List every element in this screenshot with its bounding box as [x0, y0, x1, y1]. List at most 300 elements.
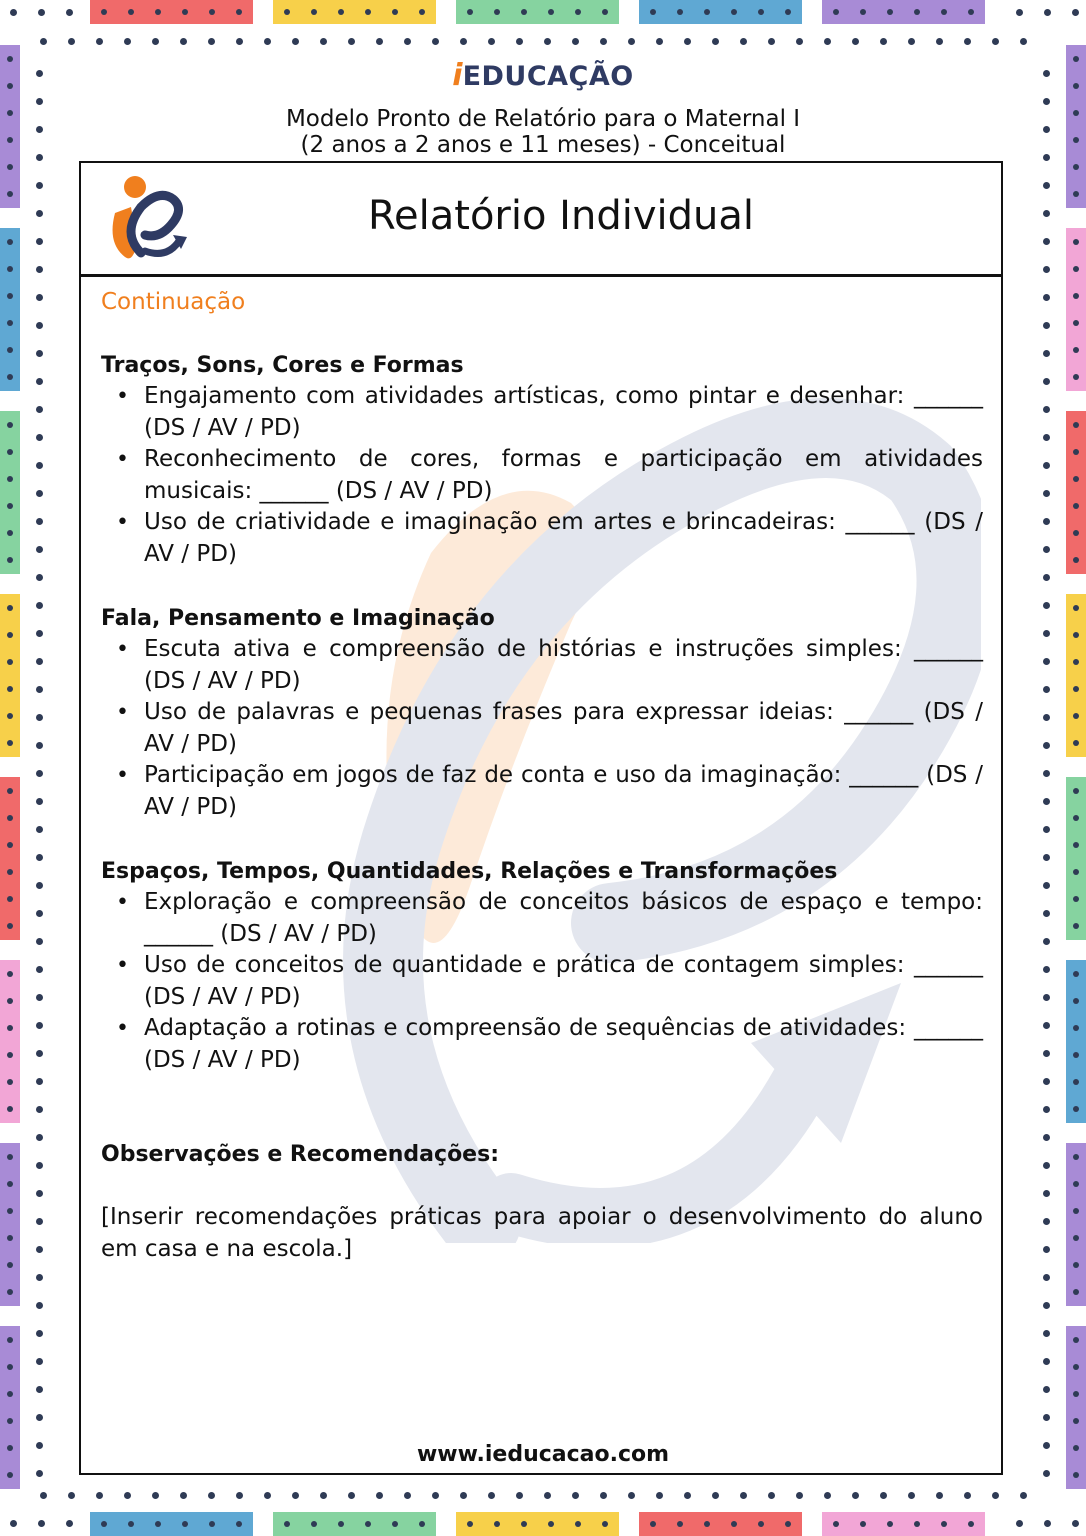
border-dot: [1043, 434, 1050, 441]
border-dot: [38, 9, 45, 16]
border-dot: [467, 1521, 473, 1527]
border-dot: [124, 1492, 131, 1499]
border-dot: [1043, 938, 1050, 945]
border-dot: [1043, 462, 1050, 469]
border-dot: [1073, 896, 1079, 902]
border-stripe: [0, 228, 20, 391]
border-dot: [1043, 1218, 1050, 1225]
border-dot: [7, 788, 13, 794]
border-stripe: [1066, 228, 1086, 391]
border-dot: [209, 9, 215, 15]
border-dot: [575, 9, 581, 15]
border-dot: [1043, 630, 1050, 637]
border-dot: [208, 38, 215, 45]
border-dot: [887, 9, 893, 15]
border-dot: [7, 1472, 13, 1478]
continuation-label: Continuação: [101, 289, 246, 315]
border-dot: [1043, 1022, 1050, 1029]
border-dot: [852, 1492, 859, 1499]
border-dot: [284, 1521, 290, 1527]
border-dot: [1043, 1134, 1050, 1141]
border-dot: [182, 1521, 188, 1527]
report-content: [101, 287, 983, 1265]
border-dot: [36, 798, 43, 805]
border-dot: [824, 38, 831, 45]
border-dot: [36, 882, 43, 889]
border-dot: [488, 1492, 495, 1499]
border-dot: [124, 38, 131, 45]
border-stripe: [1066, 411, 1086, 574]
border-dot: [1073, 1235, 1079, 1241]
border-dot: [796, 38, 803, 45]
border-dot: [968, 1521, 974, 1527]
border-dot: [712, 1492, 719, 1499]
border-dot: [1043, 742, 1050, 749]
border-dot: [36, 1470, 43, 1477]
border-dot: [968, 9, 974, 15]
border-dot: [155, 1521, 161, 1527]
border-dot: [311, 1521, 317, 1527]
border-dot: [1073, 815, 1079, 821]
border-dot: [941, 9, 947, 15]
border-dot: [68, 38, 75, 45]
border-dot: [1073, 503, 1079, 509]
document-title: [0, 106, 1086, 158]
border-dot: [155, 9, 161, 15]
border-dot: [338, 9, 344, 15]
border-dot: [1073, 632, 1079, 638]
border-dot: [1073, 293, 1079, 299]
border-dot: [7, 191, 13, 197]
border-dot: [936, 38, 943, 45]
border-dot: [36, 350, 43, 357]
border-dot: [7, 896, 13, 902]
border-dot: [1073, 191, 1079, 197]
border-stripe: [639, 0, 802, 24]
border-dot: [1043, 490, 1050, 497]
border-dot: [7, 842, 13, 848]
section-title: Fala, Pensamento e Imaginação: [101, 606, 495, 631]
item-list: [101, 887, 983, 1076]
border-dot: [7, 1052, 13, 1058]
border-dot: [7, 239, 13, 245]
border-dot: [1043, 1470, 1050, 1477]
border-stripe: [90, 0, 253, 24]
border-dot: [914, 9, 920, 15]
list-item: • Uso de criatividade e imaginação em artes e brincadeiras: ______ (DS / AV / PD): [101, 507, 983, 570]
border-dot: [860, 9, 866, 15]
report-header: [81, 163, 1001, 277]
border-dot: [1073, 347, 1079, 353]
border-dot: [1043, 602, 1050, 609]
border-dot: [1073, 557, 1079, 563]
border-dot: [494, 1521, 500, 1527]
border-stripe: [1066, 594, 1086, 757]
border-dot: [236, 1492, 243, 1499]
border-dot: [1073, 1472, 1079, 1478]
border-dot: [36, 1386, 43, 1393]
border-dot: [7, 422, 13, 428]
border-dot: [740, 38, 747, 45]
border-dot: [467, 9, 473, 15]
border-dot: [365, 1521, 371, 1527]
border-dot: [152, 38, 159, 45]
border-dot: [1073, 476, 1079, 482]
border-dot: [1073, 1391, 1079, 1397]
border-dot: [1043, 210, 1050, 217]
item-list: [101, 634, 983, 823]
border-dot: [1073, 686, 1079, 692]
border-dot: [1073, 239, 1079, 245]
border-dot: [36, 1106, 43, 1113]
border-dot: [1043, 182, 1050, 189]
section-fala: [101, 604, 983, 823]
border-dot: [1043, 406, 1050, 413]
list-item: • Reconhecimento de cores, formas e participação em atividades musicais: ______ (DS / AV / PD): [101, 444, 983, 507]
border-stripe: [822, 1512, 985, 1536]
border-dot: [96, 1492, 103, 1499]
border-dot: [964, 38, 971, 45]
border-dot: [36, 462, 43, 469]
border-dot: [1043, 1050, 1050, 1057]
border-dot: [404, 1492, 411, 1499]
border-dot: [650, 9, 656, 15]
border-dot: [704, 9, 710, 15]
border-dot: [7, 374, 13, 380]
border-dot: [548, 1521, 554, 1527]
border-dot: [1073, 1289, 1079, 1295]
border-dot: [1073, 320, 1079, 326]
border-dot: [1043, 378, 1050, 385]
border-dot: [1043, 1106, 1050, 1113]
border-dot: [10, 9, 17, 16]
border-dot: [796, 1492, 803, 1499]
border-stripe: [1066, 960, 1086, 1123]
border-dot: [36, 714, 43, 721]
border-dot: [36, 490, 43, 497]
list-item: • Exploração e compreensão de conceitos básicos de espaço e tempo: ______ (DS / AV / PD): [101, 887, 983, 950]
ie-logo-icon: [101, 173, 191, 268]
brand-logo: [0, 58, 1086, 93]
border-dot: [36, 994, 43, 1001]
border-stripe: [273, 1512, 436, 1536]
border-dot: [36, 434, 43, 441]
border-dot: [264, 1492, 271, 1499]
border-dot: [1043, 686, 1050, 693]
border-stripe: [456, 1512, 619, 1536]
border-dot: [600, 1492, 607, 1499]
report-frame: [79, 161, 1003, 1475]
border-dot: [40, 38, 47, 45]
border-dot: [7, 1208, 13, 1214]
section-tracos: [101, 351, 983, 570]
border-dot: [36, 658, 43, 665]
border-dot: [887, 1521, 893, 1527]
border-dot: [365, 9, 371, 15]
border-dot: [7, 1364, 13, 1370]
border-dot: [712, 38, 719, 45]
border-dot: [36, 854, 43, 861]
border-dot: [1020, 38, 1027, 45]
border-dot: [1016, 1520, 1023, 1527]
border-dot: [376, 38, 383, 45]
border-dot: [1043, 658, 1050, 665]
border-dot: [7, 476, 13, 482]
border-dot: [1072, 9, 1079, 16]
border-dot: [7, 923, 13, 929]
border-dot: [209, 1521, 215, 1527]
border-dot: [936, 1492, 943, 1499]
border-dot: [7, 320, 13, 326]
section-title: Espaços, Tempos, Quantidades, Relações e Transformações: [101, 859, 838, 884]
footer-url: www.ieducacao.com: [416, 1442, 670, 1467]
border-dot: [1043, 1190, 1050, 1197]
border-dot: [320, 1492, 327, 1499]
border-dot: [36, 1414, 43, 1421]
border-dot: [419, 9, 425, 15]
border-dot: [7, 1262, 13, 1268]
border-dot: [7, 293, 13, 299]
border-dot: [1073, 1181, 1079, 1187]
border-dot: [1043, 1274, 1050, 1281]
border-stripe: [0, 1143, 20, 1306]
border-dot: [36, 1190, 43, 1197]
border-dot: [544, 38, 551, 45]
border-dot: [36, 518, 43, 525]
border-dot: [1072, 1520, 1079, 1527]
border-dot: [7, 869, 13, 875]
border-dot: [516, 1492, 523, 1499]
border-dot: [1073, 869, 1079, 875]
border-dot: [731, 9, 737, 15]
border-dot: [7, 971, 13, 977]
border-dot: [36, 1162, 43, 1169]
border-dot: [1044, 9, 1051, 16]
border-dot: [10, 1520, 17, 1527]
border-dot: [7, 605, 13, 611]
border-dot: [404, 38, 411, 45]
border-dot: [1043, 518, 1050, 525]
border-dot: [740, 1492, 747, 1499]
brand-i-letter: i: [452, 58, 463, 93]
list-item: • Uso de conceitos de quantidade e prática de contagem simples: ______ (DS / AV / PD): [101, 950, 983, 1013]
border-dot: [7, 347, 13, 353]
border-dot: [1073, 971, 1079, 977]
border-dot: [704, 1521, 710, 1527]
border-dot: [1073, 530, 1079, 536]
border-dot: [1073, 374, 1079, 380]
brand-name: EDUCAÇÃO: [462, 61, 634, 92]
border-dot: [880, 38, 887, 45]
border-dot: [7, 449, 13, 455]
border-dot: [348, 38, 355, 45]
border-dot: [7, 1337, 13, 1343]
border-dot: [1073, 422, 1079, 428]
border-dot: [348, 1492, 355, 1499]
document-title-line1: Modelo Pronto de Relatório para o Maternal I: [285, 106, 801, 132]
border-dot: [180, 1492, 187, 1499]
border-dot: [1043, 714, 1050, 721]
border-dot: [460, 38, 467, 45]
border-dot: [311, 9, 317, 15]
border-dot: [36, 1274, 43, 1281]
border-dot: [1043, 1414, 1050, 1421]
border-dot: [1043, 546, 1050, 553]
list-item: • Engajamento com atividades artísticas, como pintar e desenhar: ______ (DS / AV / PD): [101, 381, 983, 444]
border-dot: [1043, 826, 1050, 833]
border-dot: [548, 9, 554, 15]
border-dot: [7, 740, 13, 746]
report-title: Relatório Individual: [368, 193, 754, 239]
border-dot: [36, 322, 43, 329]
border-dot: [544, 1492, 551, 1499]
border-stripe: [0, 777, 20, 940]
border-dot: [182, 9, 188, 15]
border-dot: [1043, 966, 1050, 973]
border-dot: [7, 713, 13, 719]
border-dot: [36, 378, 43, 385]
border-dot: [628, 1492, 635, 1499]
border-dot: [1073, 923, 1079, 929]
border-dot: [208, 1492, 215, 1499]
observations-title: Observações e Recomendações:: [101, 1142, 499, 1167]
border-dot: [36, 406, 43, 413]
border-dot: [432, 1492, 439, 1499]
list-item: • Adaptação a rotinas e compreensão de sequências de atividades: ______ (DS / AV / PD): [101, 1013, 983, 1076]
border-dot: [1044, 1520, 1051, 1527]
section-title: Traços, Sons, Cores e Formas: [101, 353, 464, 378]
border-dot: [1043, 1162, 1050, 1169]
border-dot: [36, 210, 43, 217]
border-dot: [1073, 1025, 1079, 1031]
border-dot: [656, 38, 663, 45]
border-dot: [785, 1521, 791, 1527]
border-dot: [36, 1022, 43, 1029]
document-title-line2: (2 anos a 2 anos e 11 meses) - Conceitual: [300, 132, 786, 158]
border-dot: [7, 1079, 13, 1085]
border-dot: [1073, 1106, 1079, 1112]
list-item: • Participação em jogos de faz de conta e uso da imaginação: ______ (DS / AV / PD): [101, 760, 983, 823]
border-dot: [36, 602, 43, 609]
border-dot: [236, 38, 243, 45]
border-dot: [1043, 854, 1050, 861]
border-dot: [101, 9, 107, 15]
border-dot: [36, 742, 43, 749]
border-dot: [1043, 1302, 1050, 1309]
border-dot: [992, 38, 999, 45]
border-dot: [36, 1302, 43, 1309]
border-dot: [1043, 882, 1050, 889]
border-dot: [1073, 1262, 1079, 1268]
observations-text: [Inserir recomendações práticas para apoiar o desenvolvimento do aluno em casa e na escola.]: [101, 1204, 983, 1262]
border-dot: [7, 530, 13, 536]
border-dot: [628, 38, 635, 45]
border-dot: [392, 9, 398, 15]
border-dot: [521, 1521, 527, 1527]
border-dot: [602, 1521, 608, 1527]
border-dot: [36, 1246, 43, 1253]
border-dot: [992, 1492, 999, 1499]
border-dot: [284, 9, 290, 15]
border-dot: [36, 910, 43, 917]
border-stripe: [273, 0, 436, 24]
border-dot: [1073, 266, 1079, 272]
border-dot: [1073, 1364, 1079, 1370]
border-dot: [66, 1520, 73, 1527]
border-dot: [1043, 322, 1050, 329]
border-dot: [36, 266, 43, 273]
border-dot: [833, 9, 839, 15]
border-dot: [1073, 1208, 1079, 1214]
border-dot: [1043, 574, 1050, 581]
border-dot: [36, 770, 43, 777]
border-dot: [7, 557, 13, 563]
border-stripe: [1066, 777, 1086, 940]
border-dot: [7, 1289, 13, 1295]
border-dot: [758, 1521, 764, 1527]
border-dot: [941, 1521, 947, 1527]
border-dot: [36, 182, 43, 189]
border-dot: [460, 1492, 467, 1499]
border-dot: [516, 38, 523, 45]
border-dot: [768, 38, 775, 45]
border-dot: [1073, 1079, 1079, 1085]
border-dot: [908, 38, 915, 45]
border-dot: [824, 1492, 831, 1499]
border-dot: [180, 38, 187, 45]
border-dot: [36, 294, 43, 301]
border-dot: [1073, 1052, 1079, 1058]
border-dot: [7, 503, 13, 509]
border-dot: [600, 38, 607, 45]
border-dot: [7, 266, 13, 272]
border-stripe: [822, 0, 985, 24]
border-stripe: [90, 1512, 253, 1536]
border-dot: [1043, 1330, 1050, 1337]
list-item: • Escuta ativa e compreensão de histórias e instruções simples: ______ (DS / AV / PD): [101, 634, 983, 697]
border-dot: [914, 1521, 920, 1527]
border-dot: [1043, 1386, 1050, 1393]
border-dot: [36, 686, 43, 693]
border-dot: [785, 9, 791, 15]
border-dot: [731, 1521, 737, 1527]
border-dot: [68, 1492, 75, 1499]
border-dot: [36, 546, 43, 553]
border-dot: [36, 1218, 43, 1225]
border-dot: [419, 1521, 425, 1527]
border-stripe: [0, 594, 20, 757]
border-dot: [852, 38, 859, 45]
border-dot: [1043, 910, 1050, 917]
item-list: [101, 381, 983, 570]
border-dot: [758, 9, 764, 15]
border-stripe: [1066, 1143, 1086, 1306]
border-dot: [880, 1492, 887, 1499]
border-dot: [7, 659, 13, 665]
border-dot: [7, 815, 13, 821]
border-dot: [1073, 1337, 1079, 1343]
border-dot: [392, 1521, 398, 1527]
border-dot: [575, 1521, 581, 1527]
border-dot: [66, 9, 73, 16]
border-dot: [36, 826, 43, 833]
border-dot: [677, 9, 683, 15]
border-stripe: [639, 1512, 802, 1536]
border-dot: [432, 38, 439, 45]
border-dot: [1073, 164, 1079, 170]
border-dot: [7, 164, 13, 170]
border-dot: [1043, 1358, 1050, 1365]
